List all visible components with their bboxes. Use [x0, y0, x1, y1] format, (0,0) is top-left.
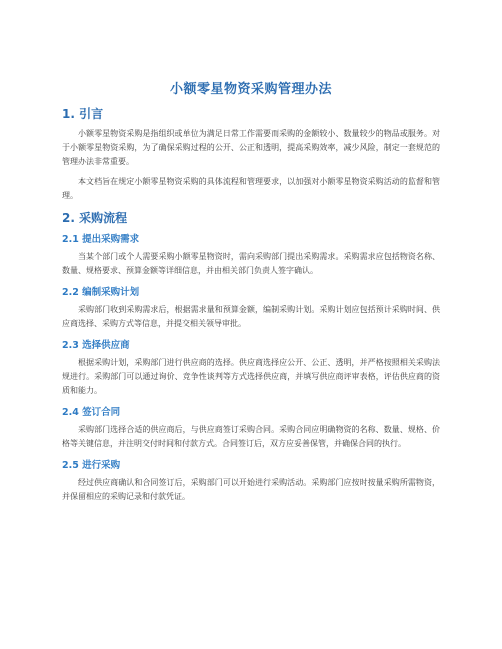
subsection-heading: 2.4 签订合同	[62, 407, 121, 418]
paragraph: 本文档旨在规定小额零星物资采购的具体流程和管理要求，以加强对小额零星物资采购活动的监督和管理。	[62, 177, 440, 200]
subsection-heading: 2.5 进行采购	[62, 460, 121, 471]
subsection-conduct-procurement	[62, 457, 440, 504]
paragraph: 小额零星物资采购是指组织或单位为满足日常工作需要而采购的金额较小、数量较少的物品或服务。对于小额零星物资采购，为了确保采购过程的公开、公正和透明，提高采购效率，减少风险，制定一套规范的管理办法非常重要。	[62, 129, 440, 166]
subsection-select-supplier	[62, 337, 440, 398]
subsection-heading: 2.2 编制采购计划	[62, 287, 140, 298]
subsection-submit-request	[62, 231, 440, 278]
subsection-heading: 2.3 选择供应商	[62, 340, 130, 351]
subsection-procurement-plan	[62, 284, 440, 331]
paragraph: 采购部门收到采购需求后，根据需求量和预算金额，编制采购计划。采购计划应包括预计采购时间、供应商选择、采购方式等信息，并提交相关领导审批。	[62, 305, 440, 328]
paragraph: 经过供应商确认和合同签订后，采购部门可以开始进行采购活动。采购部门应按时按量采购所需物资，并保留相应的采购记录和付款凭证。	[62, 478, 440, 501]
section-heading: 2. 采购流程	[62, 211, 128, 225]
paragraph: 根据采购计划，采购部门进行供应商的选择。供应商选择应公开、公正、透明，并严格按照相关采购法规进行。采购部门可以通过询价、竞争性谈判等方式选择供应商，并填写供应商评审表格，评估供应商的资质和能力。	[62, 358, 440, 395]
section-introduction	[62, 105, 440, 203]
paragraph: 采购部门选择合适的供应商后，与供应商签订采购合同。采购合同应明确物资的名称、数量、规格、价格等关键信息，并注明交付时间和付款方式。合同签订后，双方应妥善保管，并确保合同的执行。	[62, 425, 440, 448]
document-title: 小额零星物资采购管理办法	[169, 82, 332, 97]
subsection-heading: 2.1 提出采购需求	[62, 234, 140, 245]
paragraph: 当某个部门或个人需要采购小额零星物资时，需向采购部门提出采购需求。采购需求应包括物资名称、数量、规格要求、预算金额等详细信息，并由相关部门负责人签字确认。	[62, 252, 440, 275]
section-procurement-process	[62, 209, 440, 504]
subsection-sign-contract	[62, 404, 440, 451]
section-heading: 1. 引言	[62, 107, 104, 121]
